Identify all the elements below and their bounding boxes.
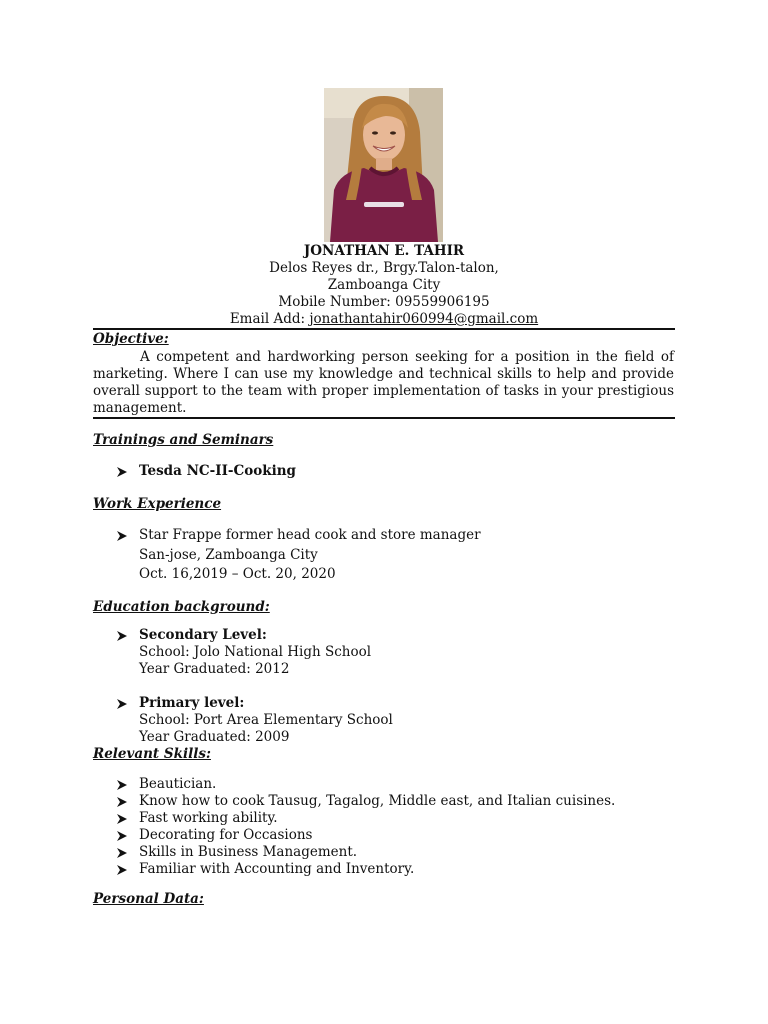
email-label: Email Add:: [229, 311, 310, 327]
work-location: San-jose, Zamboanga City: [139, 547, 318, 563]
arrow-bullet-icon: [116, 695, 134, 712]
mobile-number: Mobile Number: 09559906195: [278, 294, 490, 310]
arrow-bullet-icon: [116, 527, 134, 544]
work-heading: Work Experience: [93, 496, 222, 512]
arrow-bullet-icon: [116, 627, 134, 644]
skill-item: Know how to cook Tausug, Tagalog, Middle east, and Italian cuisines.: [139, 793, 616, 809]
arrow-bullet-icon: [116, 844, 134, 861]
arrow-bullet-icon: [116, 827, 134, 844]
skills-heading: Relevant Skills:: [93, 746, 211, 762]
arrow-bullet-icon: [116, 793, 134, 810]
secondary-school: School: Jolo National High School: [139, 644, 372, 660]
objective-heading: Objective:: [93, 331, 169, 347]
work-dates: Oct. 16,2019 – Oct. 20, 2020: [139, 566, 336, 582]
objective-text: A competent and hardworking person seeking for a position in the field of marketing. Where I can use my knowledge and technical skills to help and provide overall support to the team with proper implementation of tasks in your prestigious management.: [93, 349, 674, 416]
skill-item: Decorating for Occasions: [139, 827, 313, 843]
portrait-image: [324, 88, 443, 242]
skill-item: Beautician.: [139, 776, 217, 792]
primary-school: School: Port Area Elementary School: [139, 712, 393, 728]
profile-photo: [324, 88, 443, 242]
contact-header: [93, 243, 675, 328]
applicant-name: JONATHAN E. TAHIR: [303, 243, 465, 259]
skill-item: Fast working ability.: [139, 810, 278, 826]
training-item: Tesda NC-II-Cooking: [139, 463, 296, 479]
divider-top: [93, 328, 675, 330]
arrow-bullet-icon: [116, 861, 134, 878]
personal-data-heading: Personal Data:: [93, 891, 204, 907]
email-line: [93, 311, 675, 328]
skill-item: Skills in Business Management.: [139, 844, 358, 860]
address-line-1: Delos Reyes dr., Brgy.Talon-talon,: [269, 260, 499, 276]
work-position: Star Frappe former head cook and store manager: [139, 527, 481, 543]
arrow-bullet-icon: [116, 463, 134, 480]
address-line-2: Zamboanga City: [327, 277, 441, 293]
education-heading: Education background:: [93, 599, 270, 615]
arrow-bullet-icon: [116, 810, 134, 827]
primary-year: Year Graduated: 2009: [139, 729, 290, 745]
primary-level: Primary level:: [139, 695, 245, 711]
trainings-heading: Trainings and Seminars: [93, 432, 274, 448]
divider-bottom: [93, 417, 675, 419]
arrow-bullet-icon: [116, 776, 134, 793]
email-link[interactable]: jonathantahir060994@gmail.com: [309, 311, 539, 327]
skill-item: Familiar with Accounting and Inventory.: [139, 861, 415, 877]
secondary-level: Secondary Level:: [139, 627, 267, 643]
secondary-year: Year Graduated: 2012: [139, 661, 290, 677]
